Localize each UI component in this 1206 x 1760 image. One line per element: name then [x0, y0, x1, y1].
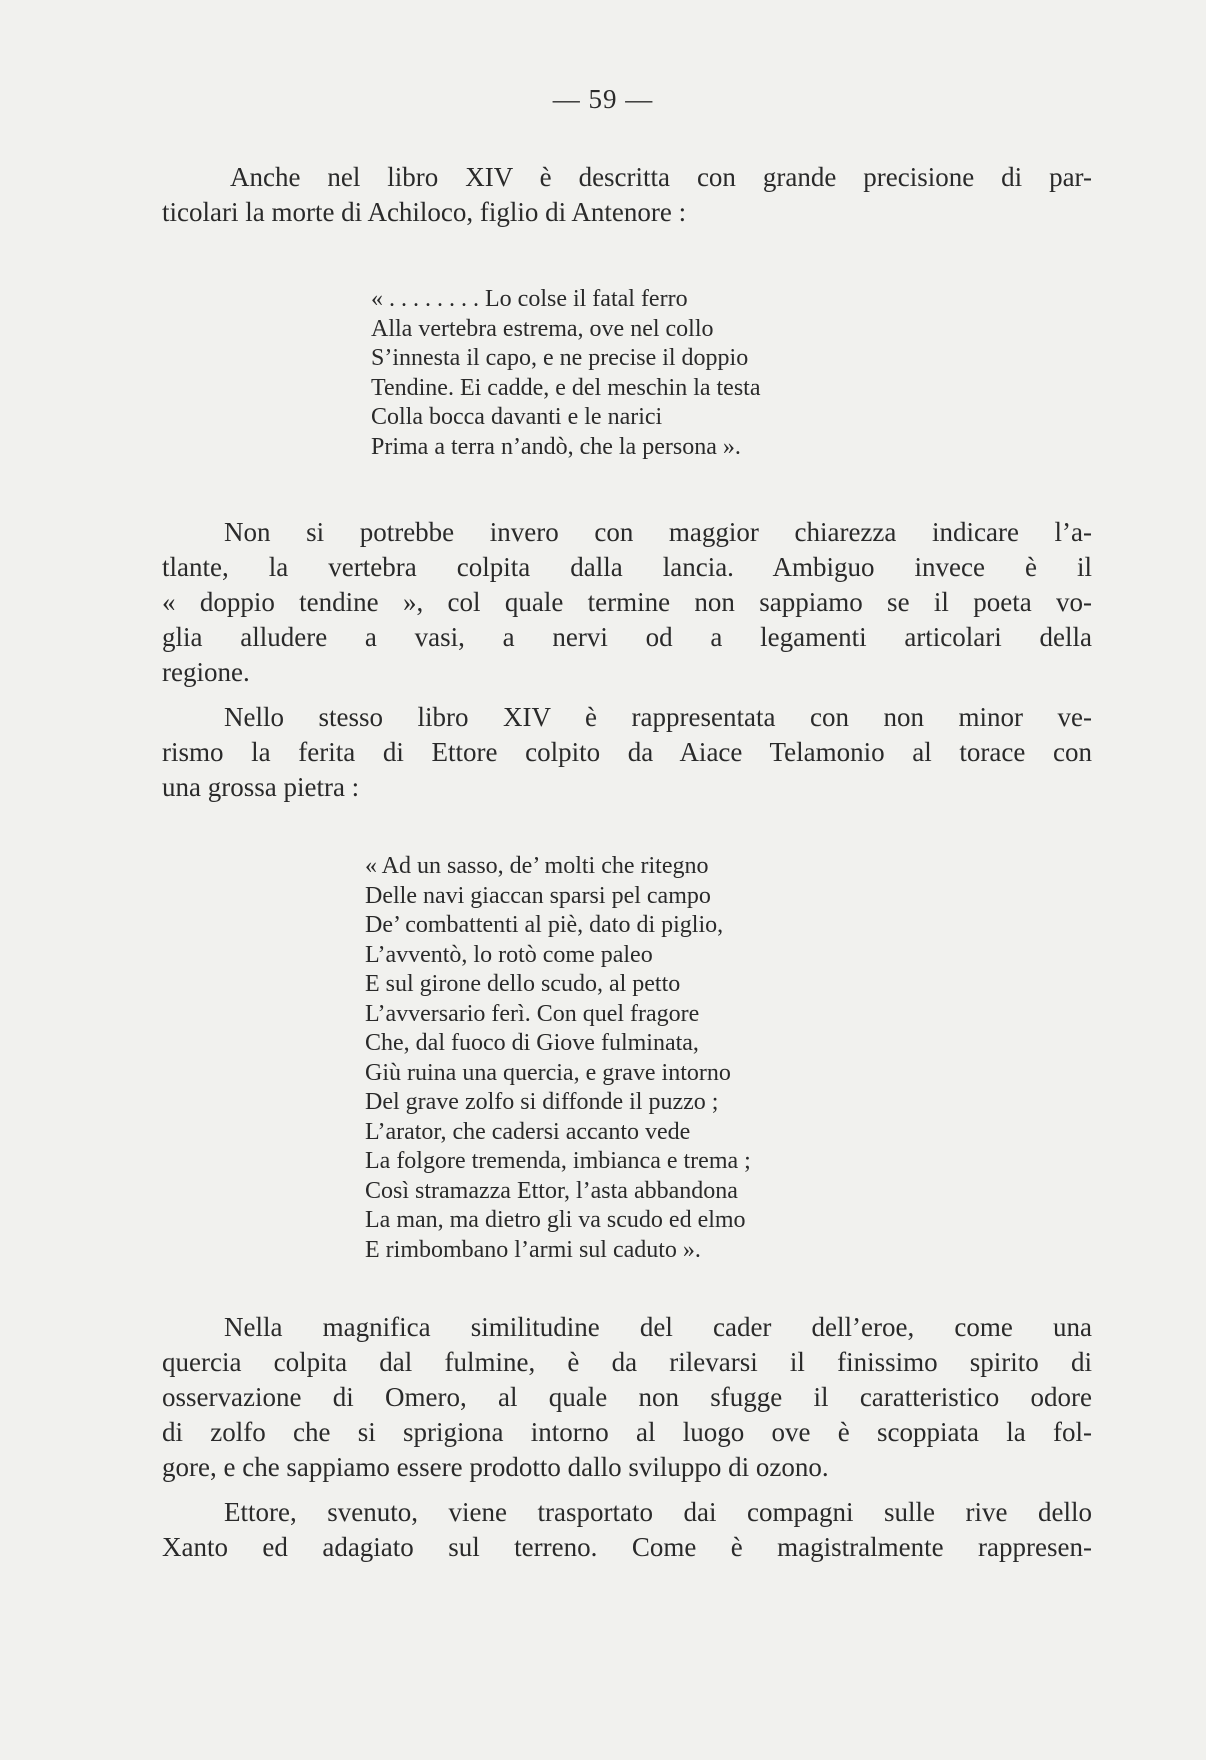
- verse-quote-2: [365, 852, 751, 1265]
- verse-line: Alla vertebra estrema, ove nel collo: [371, 315, 714, 342]
- text-line: gore, e che sappiamo essere prodotto dallo sviluppo di ozono.: [162, 1452, 829, 1482]
- verse-line: La man, ma dietro gli va scudo ed elmo: [365, 1207, 746, 1233]
- text-line: Ettore, svenuto, viene trasportato dai compagni sulle rive dello: [224, 1497, 1092, 1527]
- text-line: « doppio tendine », col quale termine non sappiamo se il poeta vo-: [162, 587, 1092, 617]
- verse-line: Colla bocca davanti e le narici: [371, 404, 663, 430]
- verse-line: Prima a terra n’andò, che la persona ».: [371, 433, 741, 460]
- paragraph-1: [162, 160, 1092, 230]
- text-line: Xanto ed adagiato sul terreno. Come è magistralmente rappresen-: [162, 1532, 1092, 1562]
- verse-line: De’ combattenti al piè, dato di piglio,: [365, 912, 724, 938]
- paragraph-3: [162, 700, 1092, 805]
- text-line: Nella magnifica similitudine del cader dell’eroe, come una: [224, 1312, 1092, 1342]
- text-line: quercia colpita dal fulmine, è da rilevarsi il finissimo spirito di: [162, 1347, 1092, 1377]
- text-line: rismo la ferita di Ettore colpito da Aiace Telamonio al torace con: [162, 737, 1092, 767]
- verse-line: Giù ruina una quercia, e grave intorno: [365, 1059, 731, 1086]
- page-number: — 59 —: [552, 84, 654, 114]
- text-line: Non si potrebbe invero con maggior chiarezza indicare l’a-: [224, 517, 1092, 547]
- text-line: osservazione di Omero, al quale non sfugge il caratteristico odore: [162, 1382, 1092, 1412]
- verse-line: L’avversario ferì. Con quel fragore: [365, 1000, 700, 1027]
- paragraph-5: [162, 1495, 1092, 1565]
- verse-line: « . . . . . . . . Lo colse il fatal ferro: [371, 286, 688, 312]
- verse-line: E sul girone dello scudo, al petto: [365, 971, 681, 997]
- verse-line: Delle navi giaccan sparsi pel campo: [365, 882, 711, 909]
- text-line: tlante, la vertebra colpita dalla lancia. Ambiguo invece è il: [162, 552, 1092, 582]
- verse-line: E rimbombano l’armi sul caduto ».: [365, 1236, 701, 1263]
- verse-quote-1: [371, 285, 761, 462]
- text-line: una grossa pietra :: [162, 772, 360, 802]
- verse-line: Del grave zolfo si diffonde il puzzo ;: [365, 1089, 719, 1115]
- verse-line: Così stramazza Ettor, l’asta abbandona: [365, 1177, 738, 1204]
- verse-line: Che, dal fuoco di Giove fulminata,: [365, 1030, 699, 1056]
- verse-line: La folgore tremenda, imbianca e trema ;: [365, 1148, 751, 1174]
- verse-line: Tendine. Ei cadde, e del meschin la testa: [371, 374, 761, 401]
- verse-line: S’innesta il capo, e ne precise il doppio: [371, 345, 749, 371]
- verse-line: L’avventò, lo rotò come paleo: [365, 941, 653, 968]
- text-line: di zolfo che si sprigiona intorno al luogo ove è scoppiata la fol-: [162, 1417, 1092, 1447]
- text-line: ticolari la morte di Achiloco, figlio di Antenore :: [162, 197, 687, 227]
- text-line: regione.: [162, 657, 250, 687]
- verse-line: L’arator, che cadersi accanto vede: [365, 1118, 691, 1145]
- text-line: glia alludere a vasi, a nervi od a legamenti articolari della: [162, 622, 1092, 652]
- paragraph-4: [162, 1310, 1092, 1485]
- text-line: Anche nel libro XIV è descritta con grande precisione di par-: [230, 162, 1092, 192]
- verse-line: « Ad un sasso, de’ molti che ritegno: [365, 853, 709, 879]
- text-line: Nello stesso libro XIV è rappresentata con non minor ve-: [224, 702, 1092, 732]
- paragraph-2: [162, 515, 1092, 690]
